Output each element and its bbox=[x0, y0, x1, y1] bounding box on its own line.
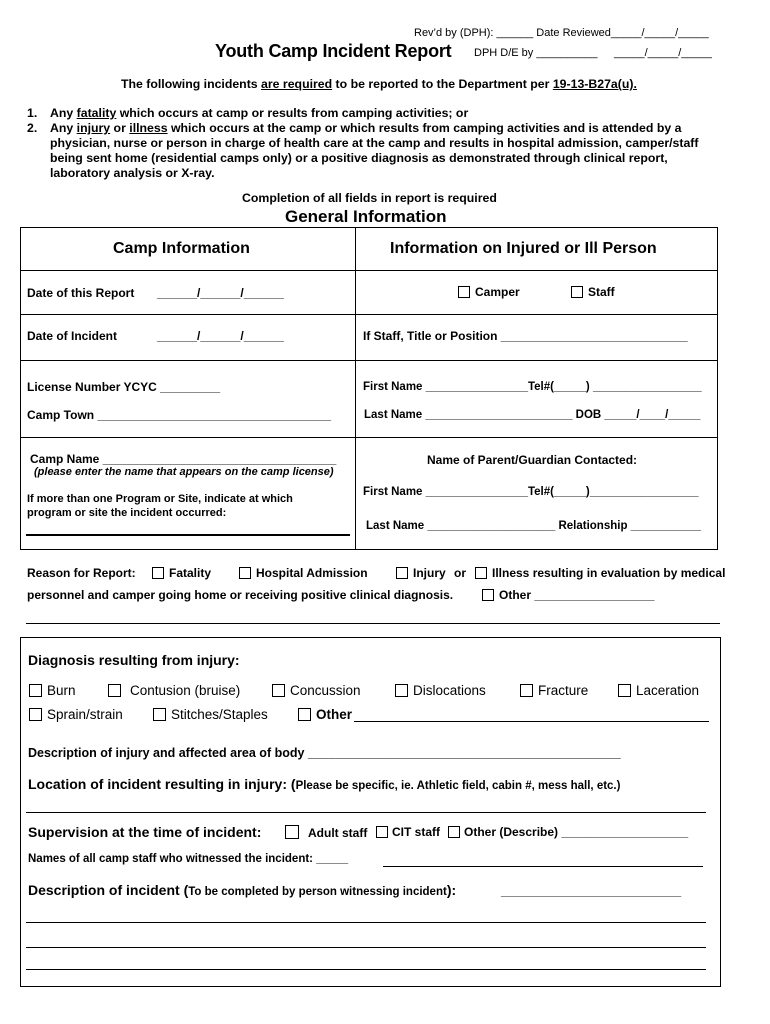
row-divider bbox=[20, 360, 718, 361]
staff-checkbox[interactable]: Staff bbox=[571, 285, 615, 299]
injured-first-name-field[interactable]: First Name ________________Tel#(_____) _________________ bbox=[363, 381, 702, 393]
page-title: Youth Camp Incident Report bbox=[215, 41, 452, 61]
guardian-label: Name of Parent/Guardian Contacted: bbox=[427, 453, 638, 467]
concussion-checkbox[interactable]: Concussion bbox=[272, 683, 361, 698]
completion-note: Completion of all fields in report is required bbox=[242, 191, 497, 205]
other-diagnosis-line[interactable] bbox=[354, 721, 709, 722]
stitches-checkbox[interactable]: Stitches/Staples bbox=[153, 707, 268, 722]
adult-staff-checkbox[interactable]: Adult staff bbox=[285, 825, 367, 840]
staff-title-field[interactable]: If Staff, Title or Position ____________________________ bbox=[363, 329, 688, 343]
list-item: 1. Any fatality which occurs at camp or results from camping activities; or bbox=[27, 106, 469, 120]
fatality-checkbox[interactable]: Fatality bbox=[152, 566, 211, 580]
dph-de-date-field[interactable]: _____/_____/_____ bbox=[614, 47, 712, 59]
witnesses-line[interactable] bbox=[383, 866, 703, 867]
injury-description-field[interactable]: Description of injury and affected area of body _____________________________________________ bbox=[28, 746, 621, 760]
guardian-first-name-field[interactable]: First Name ________________Tel#(_____)_________________ bbox=[363, 486, 699, 498]
reason-line[interactable] bbox=[26, 623, 720, 624]
sprain-checkbox[interactable]: Sprain/strain bbox=[29, 707, 123, 722]
program-site-label: If more than one Program or Site, indicate at which bbox=[27, 493, 293, 505]
intro-text: The following incidents are required to be reported to the Department per 19-13-B27a(u). bbox=[121, 77, 637, 91]
injured-last-name-field[interactable]: Last Name _______________________ DOB _____/____/_____ bbox=[364, 409, 701, 421]
dph-de-field[interactable]: DPH D/E by __________ bbox=[474, 47, 598, 59]
reason-continued: personnel and camper going home or receiving positive clinical diagnosis. bbox=[27, 588, 454, 602]
description-line[interactable] bbox=[26, 922, 706, 923]
description-line[interactable] bbox=[26, 969, 706, 970]
illness-checkbox[interactable]: Illness resulting in evaluation by medical bbox=[475, 566, 725, 580]
hospital-admission-checkbox[interactable]: Hospital Admission bbox=[239, 566, 368, 580]
other-diagnosis-checkbox[interactable]: Other bbox=[298, 707, 352, 722]
other-supervision-checkbox[interactable]: Other (Describe) ___________________ bbox=[448, 825, 688, 839]
program-site-label-2: program or site the incident occurred: bbox=[27, 507, 227, 519]
location-label: Location of incident resulting in injury: (Please be specific, ie. Athletic field, cabin #, mess hall, etc.) bbox=[28, 776, 621, 792]
dislocations-checkbox[interactable]: Dislocations bbox=[395, 683, 486, 698]
or-text: or bbox=[454, 566, 466, 580]
other-reason-checkbox[interactable]: Other __________________ bbox=[482, 588, 654, 602]
row-divider bbox=[20, 314, 718, 315]
camp-name-field[interactable]: Camp Name ___________________________________ bbox=[30, 452, 337, 466]
incident-description-field[interactable]: ___________________________ bbox=[501, 884, 682, 898]
person-info-heading: Information on Injured or Ill Person bbox=[390, 240, 657, 257]
program-site-line[interactable] bbox=[26, 534, 350, 536]
required-incidents-list bbox=[27, 106, 727, 181]
fracture-checkbox[interactable]: Fracture bbox=[520, 683, 588, 698]
incident-description-label: Description of incident (To be completed by person witnessing incident): bbox=[28, 882, 457, 898]
camp-name-note: (please enter the name that appears on the camp license) bbox=[34, 466, 334, 478]
burn-checkbox[interactable]: Burn bbox=[29, 683, 76, 698]
camp-town-field[interactable]: Camp Town ___________________________________ bbox=[27, 408, 332, 422]
reason-label: Reason for Report: bbox=[27, 566, 136, 580]
column-divider bbox=[355, 227, 356, 550]
diagnosis-heading: Diagnosis resulting from injury: bbox=[28, 652, 240, 668]
list-item: 2. Any injury or illness which occurs at the camp or which results from camping activities and is attended by a physician, nurse or person in charge of health care at the camp and results in hospital admission, camper/staff being sent home (residential camps only) or a positive diagnosis as demonstrated through clinical report, laboratory analysis or X-ray. bbox=[27, 121, 699, 180]
general-information-heading: General Information bbox=[285, 207, 447, 226]
cit-staff-checkbox[interactable]: CIT staff bbox=[376, 825, 440, 839]
description-line[interactable] bbox=[26, 947, 706, 948]
row-divider bbox=[20, 437, 718, 438]
contusion-checkbox[interactable]: Contusion (bruise) bbox=[108, 683, 240, 698]
camp-info-heading: Camp Information bbox=[113, 240, 250, 257]
camper-checkbox[interactable]: Camper bbox=[458, 285, 520, 299]
supervision-label: Supervision at the time of incident: bbox=[28, 824, 262, 840]
license-number-field[interactable]: License Number YCYC _________ bbox=[27, 380, 221, 394]
date-of-incident-label: Date of Incident bbox=[27, 329, 118, 343]
location-line[interactable] bbox=[26, 812, 706, 813]
date-of-incident-field[interactable]: ______/______/______ bbox=[157, 329, 284, 343]
laceration-checkbox[interactable]: Laceration bbox=[618, 683, 699, 698]
date-of-report-field[interactable]: ______/______/______ bbox=[157, 286, 284, 300]
date-of-report-label: Date of this Report bbox=[27, 286, 135, 300]
reviewed-by-field[interactable]: Rev’d by (DPH): ______ Date Reviewed_____/_____/_____ bbox=[414, 27, 709, 39]
witnesses-label: Names of all camp staff who witnessed the incident: _____ bbox=[28, 853, 349, 865]
row-divider bbox=[20, 270, 718, 271]
injury-checkbox[interactable]: Injury bbox=[396, 566, 446, 580]
guardian-last-name-field[interactable]: Last Name ____________________ Relationship ___________ bbox=[366, 520, 702, 532]
